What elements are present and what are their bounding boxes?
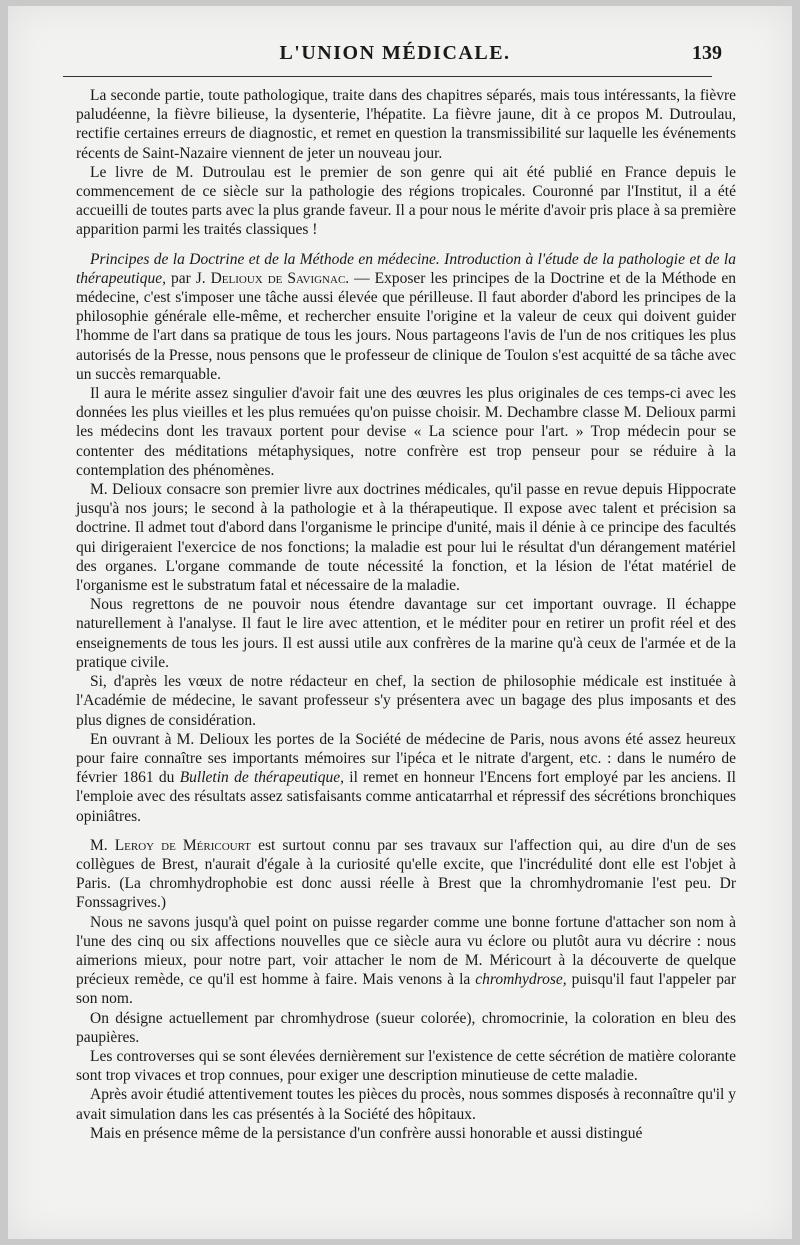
paragraph-text: est surtout connu par ses travaux sur l'affection qui, au dire d'un de ses collègues de Brest, n'aurait d'égale à la curiosité qu'elle excite, que l'incrédulité dont elle est l'objet à Paris. (La chromhydrophobie est donc aussi réelle à Brest que la chromhydromanie l'est peu. Dr Fonssagrives.): [76, 836, 736, 912]
page-header: [68, 42, 722, 68]
paragraph: Il aura le mérite assez singulier d'avoir fait une des œuvres les plus originales de ces temps-ci avec les données les plus vieilles et les plus remuées qu'on puisse choisir. M. Dechambre classe M. Delioux parmi les médecins dont les travaux portent pour devise « La science pour l'art. » Trop médecin pour se contenter des méditations métaphysiques, notre confrère est trop penseur pour se réduire à la contemplation des phénomènes.: [76, 385, 736, 479]
paragraph: Nous regrettons de ne pouvoir nous étendre davantage sur cet important ouvrage. Il échappe naturellement à l'analyse. Il faut le lire avec attention, et le méditer pour en retirer un profit réel et des enseignements de tous les jours. Il est aussi utile aux confrères de la marine qu'à ceux de l'armée et de la pratique civile.: [76, 596, 736, 671]
book-title: Principes de la Doctrine et de la Méthode en médecine. Introduction à l'étude de la pathologie et de la thérapeutique,: [76, 250, 736, 287]
paragraph: Le livre de M. Dutroulau est le premier de son genre qui ait été publié en France depuis le commencement de ce siècle sur la pathologie des régions tropicales. Couronné par l'Institut, il a été accueilli de toutes parts avec la plus grande faveur. Il a pour nous le mérite d'avoir pris place à sa première apparition parmi les traités classiques !: [76, 163, 736, 239]
paragraph-text: il remet en honneur l'Encens fort employé par les anciens. Il l'emploie avec des résultats assez satisfaisants comme anticatarrhal et répressif des sécrétions bronchiques opiniâtres.: [76, 769, 736, 825]
author-name: Leroy de Méricourt: [114, 836, 252, 854]
paragraph-text: Nous ne savons jusqu'à quel point on puisse regarder comme une bonne fortune d'attacher son nom à l'une des cinq ou six affections nouvelles que ce siècle aura vu éclore ou plutôt aura vu décrire : nous aimerions mieux, pour notre part, voir attacher le nom de M. Méricourt à la découverte de quelque précieux remède, ce qu'il est homme à faire. Mais venons à la: [76, 913, 736, 989]
journal-title: Bulletin de thérapeutique,: [179, 769, 344, 787]
paragraph: [76, 913, 736, 1009]
term: chromhydrose,: [475, 971, 567, 989]
paragraph: Après avoir étudié attentivement toutes les pièces du procès, nous sommes disposés à reconnaître qu'il y avait simulation dans les cas présentés à la Société des hôpitaux.: [76, 1086, 736, 1123]
author-name: Delioux de Savignac.: [210, 269, 350, 287]
paragraph: Mais en présence même de la persistance d'un confrère aussi honorable et aussi distingué: [90, 1124, 643, 1142]
byline: par J.: [165, 269, 211, 287]
paragraph: Si, d'après les vœux de notre rédacteur en chef, la section de philosophie médicale est instituée à l'Académie de médecine, le savant professeur s'y présentera avec un bagage des plus imposants et des plus dignes de considération.: [76, 673, 736, 729]
paragraph: M. Delioux consacre son premier livre aux doctrines médicales, qu'il passe en revue depuis Hippocrate jusqu'à nos jours; le second à la pathologie et à la thérapeutique. Il expose avec talent et précision sa doctrine. Il admet tout d'abord dans l'organisme le principe d'unité, mais il dénie à ce principe des facultés qui dirigeraient l'exercice de nos fonctions; la maladie est pour lui le résultat d'un dérangement matériel des organes. L'organe commande de toute nécessité la fonction, et la lésion de l'état matériel de l'organisme est le substratum fatal et nécessaire de la maladie.: [76, 481, 736, 595]
document-page: [8, 6, 792, 1239]
running-title: L'UNION MÉDICALE.: [279, 42, 511, 64]
paragraph-text: puisqu'il faut l'appeler par son nom.: [76, 971, 736, 1008]
paragraph: La seconde partie, toute pathologique, traite dans des chapitres séparés, mais tous intéressants, la fièvre paludéenne, la fièvre bilieuse, la dysenterie, l'hépatite. La fièvre jaune, dit à ce propos M. Dutroulau, rectifie certaines erreurs de diagnostic, et remet en question la transmissibilité sur laquelle les événements récents de Saint-Nazaire viennent de jeter un nouveau jour.: [76, 87, 736, 162]
article-body: [76, 86, 736, 1143]
paragraph: [76, 730, 736, 826]
paragraph-text: En ouvrant à M. Delioux les portes de la Société de médecine de Paris, nous avons été assez heureux pour faire connaître ses importants mémoires sur l'ipéca et le nitrate d'argent, etc. : dans le numéro de février 1861 du: [76, 730, 736, 787]
header-rule: [63, 76, 712, 77]
paragraph-text: M.: [90, 836, 115, 854]
paragraph-text: — Exposer les principes de la Doctrine et de la Méthode en médecine, c'est s'imposer une tâche aussi élevée que périlleuse. Il faut aborder d'abord les principes de la philosophie générale elle-même, et rechercher ensuite l'origine et la valeur de ceux qui doivent guider l'homme de l'art dans sa pratique de tous les jours. Nous partageons l'avis de l'un de nos critiques les plus autorisés de la Presse, nous pensons que le professeur de clinique de Toulon s'est acquitté de sa tâche avec un succès remarquable.: [76, 269, 736, 383]
paragraph: Les controverses qui se sont élevées dernièrement sur l'existence de cette sécrétion de matière colorante sont trop vivaces et trop connues, pour exiger une description minutieuse de cette maladie.: [76, 1047, 736, 1085]
page-number: 139: [692, 42, 722, 64]
paragraph-review-delioux: [76, 250, 736, 384]
paragraph-review-mericourt: [76, 836, 736, 913]
paragraph: On désigne actuellement par chromhydrose (sueur colorée), chromocrinie, la coloration en bleu des paupières.: [76, 1009, 736, 1046]
